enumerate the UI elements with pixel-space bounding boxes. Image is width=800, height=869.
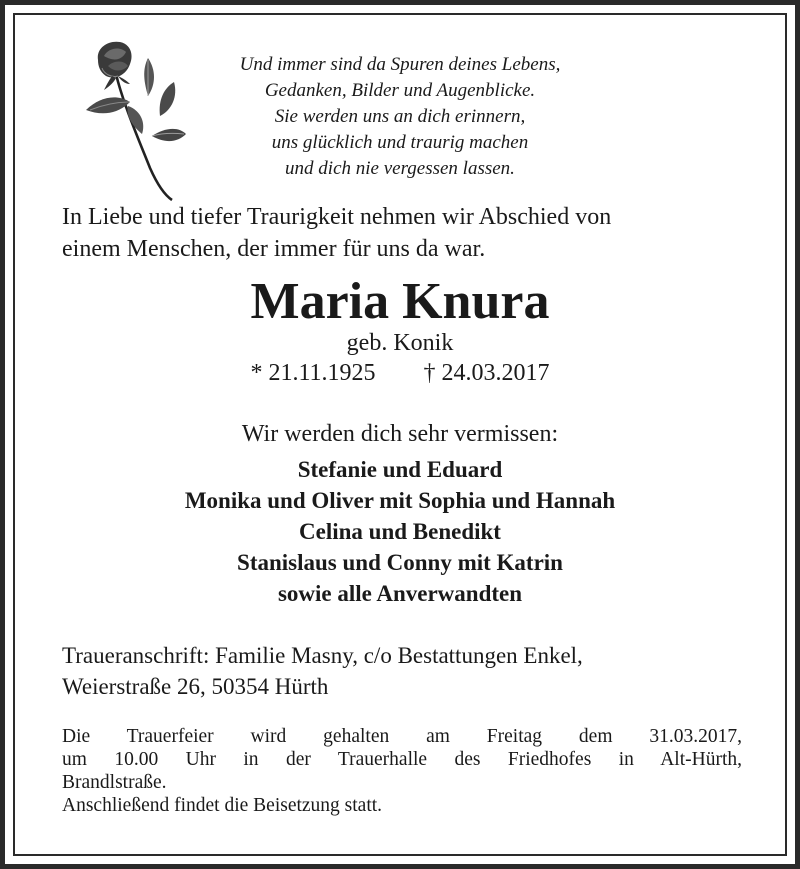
- mourning-address: [62, 640, 762, 702]
- mourners-heading: Wir werden dich sehr vermissen:: [241, 421, 559, 447]
- intro-text: [62, 201, 752, 265]
- deceased-name: Maria Knura: [250, 273, 550, 330]
- poem: [190, 52, 610, 182]
- mourner-entry: Celina und Benedikt: [299, 519, 501, 544]
- service-line: Anschließend findet die Beisetzung statt.: [62, 795, 383, 816]
- birth-date: * 21.11.1925: [250, 360, 376, 386]
- mourner-entry: sowie alle Anverwandten: [277, 581, 523, 606]
- mourners-list: [0, 454, 800, 609]
- service-line: Brandlstraße.: [62, 772, 167, 793]
- service-line: um 10.00 Uhr in der Trauerhalle des Friedhofes in Alt-Hürth,: [62, 749, 742, 770]
- poem-line: Gedanken, Bilder und Augenblicke.: [264, 80, 536, 101]
- intro-line: einem Menschen, der immer für uns da war.: [62, 236, 486, 262]
- mourner-entry: Stanislaus und Conny mit Katrin: [237, 550, 563, 575]
- address-line: Traueranschrift: Familie Masny, c/o Bestattungen Enkel,: [62, 643, 583, 668]
- poem-line: Sie werden uns an dich erinnern,: [274, 106, 526, 127]
- service-line: Die Trauerfeier wird gehalten am Freitag dem 31.03.2017,: [62, 726, 742, 747]
- rose-icon: [78, 38, 198, 203]
- mourner-entry: Stefanie und Eduard: [297, 457, 503, 482]
- birth-name: geb. Konik: [346, 330, 454, 356]
- death-date: † 24.03.2017: [423, 360, 550, 386]
- poem-line: uns glücklich und traurig machen: [271, 132, 529, 153]
- funeral-service-info: [62, 725, 742, 817]
- life-dates: [0, 358, 800, 388]
- poem-line: Und immer sind da Spuren deines Lebens,: [239, 54, 561, 75]
- intro-line: In Liebe und tiefer Traurigkeit nehmen wir Abschied von: [62, 204, 612, 230]
- poem-line: und dich nie vergessen lassen.: [285, 158, 515, 179]
- address-line: Weierstraße 26, 50354 Hürth: [62, 674, 329, 699]
- mourner-entry: Monika und Oliver mit Sophia und Hannah: [184, 488, 616, 513]
